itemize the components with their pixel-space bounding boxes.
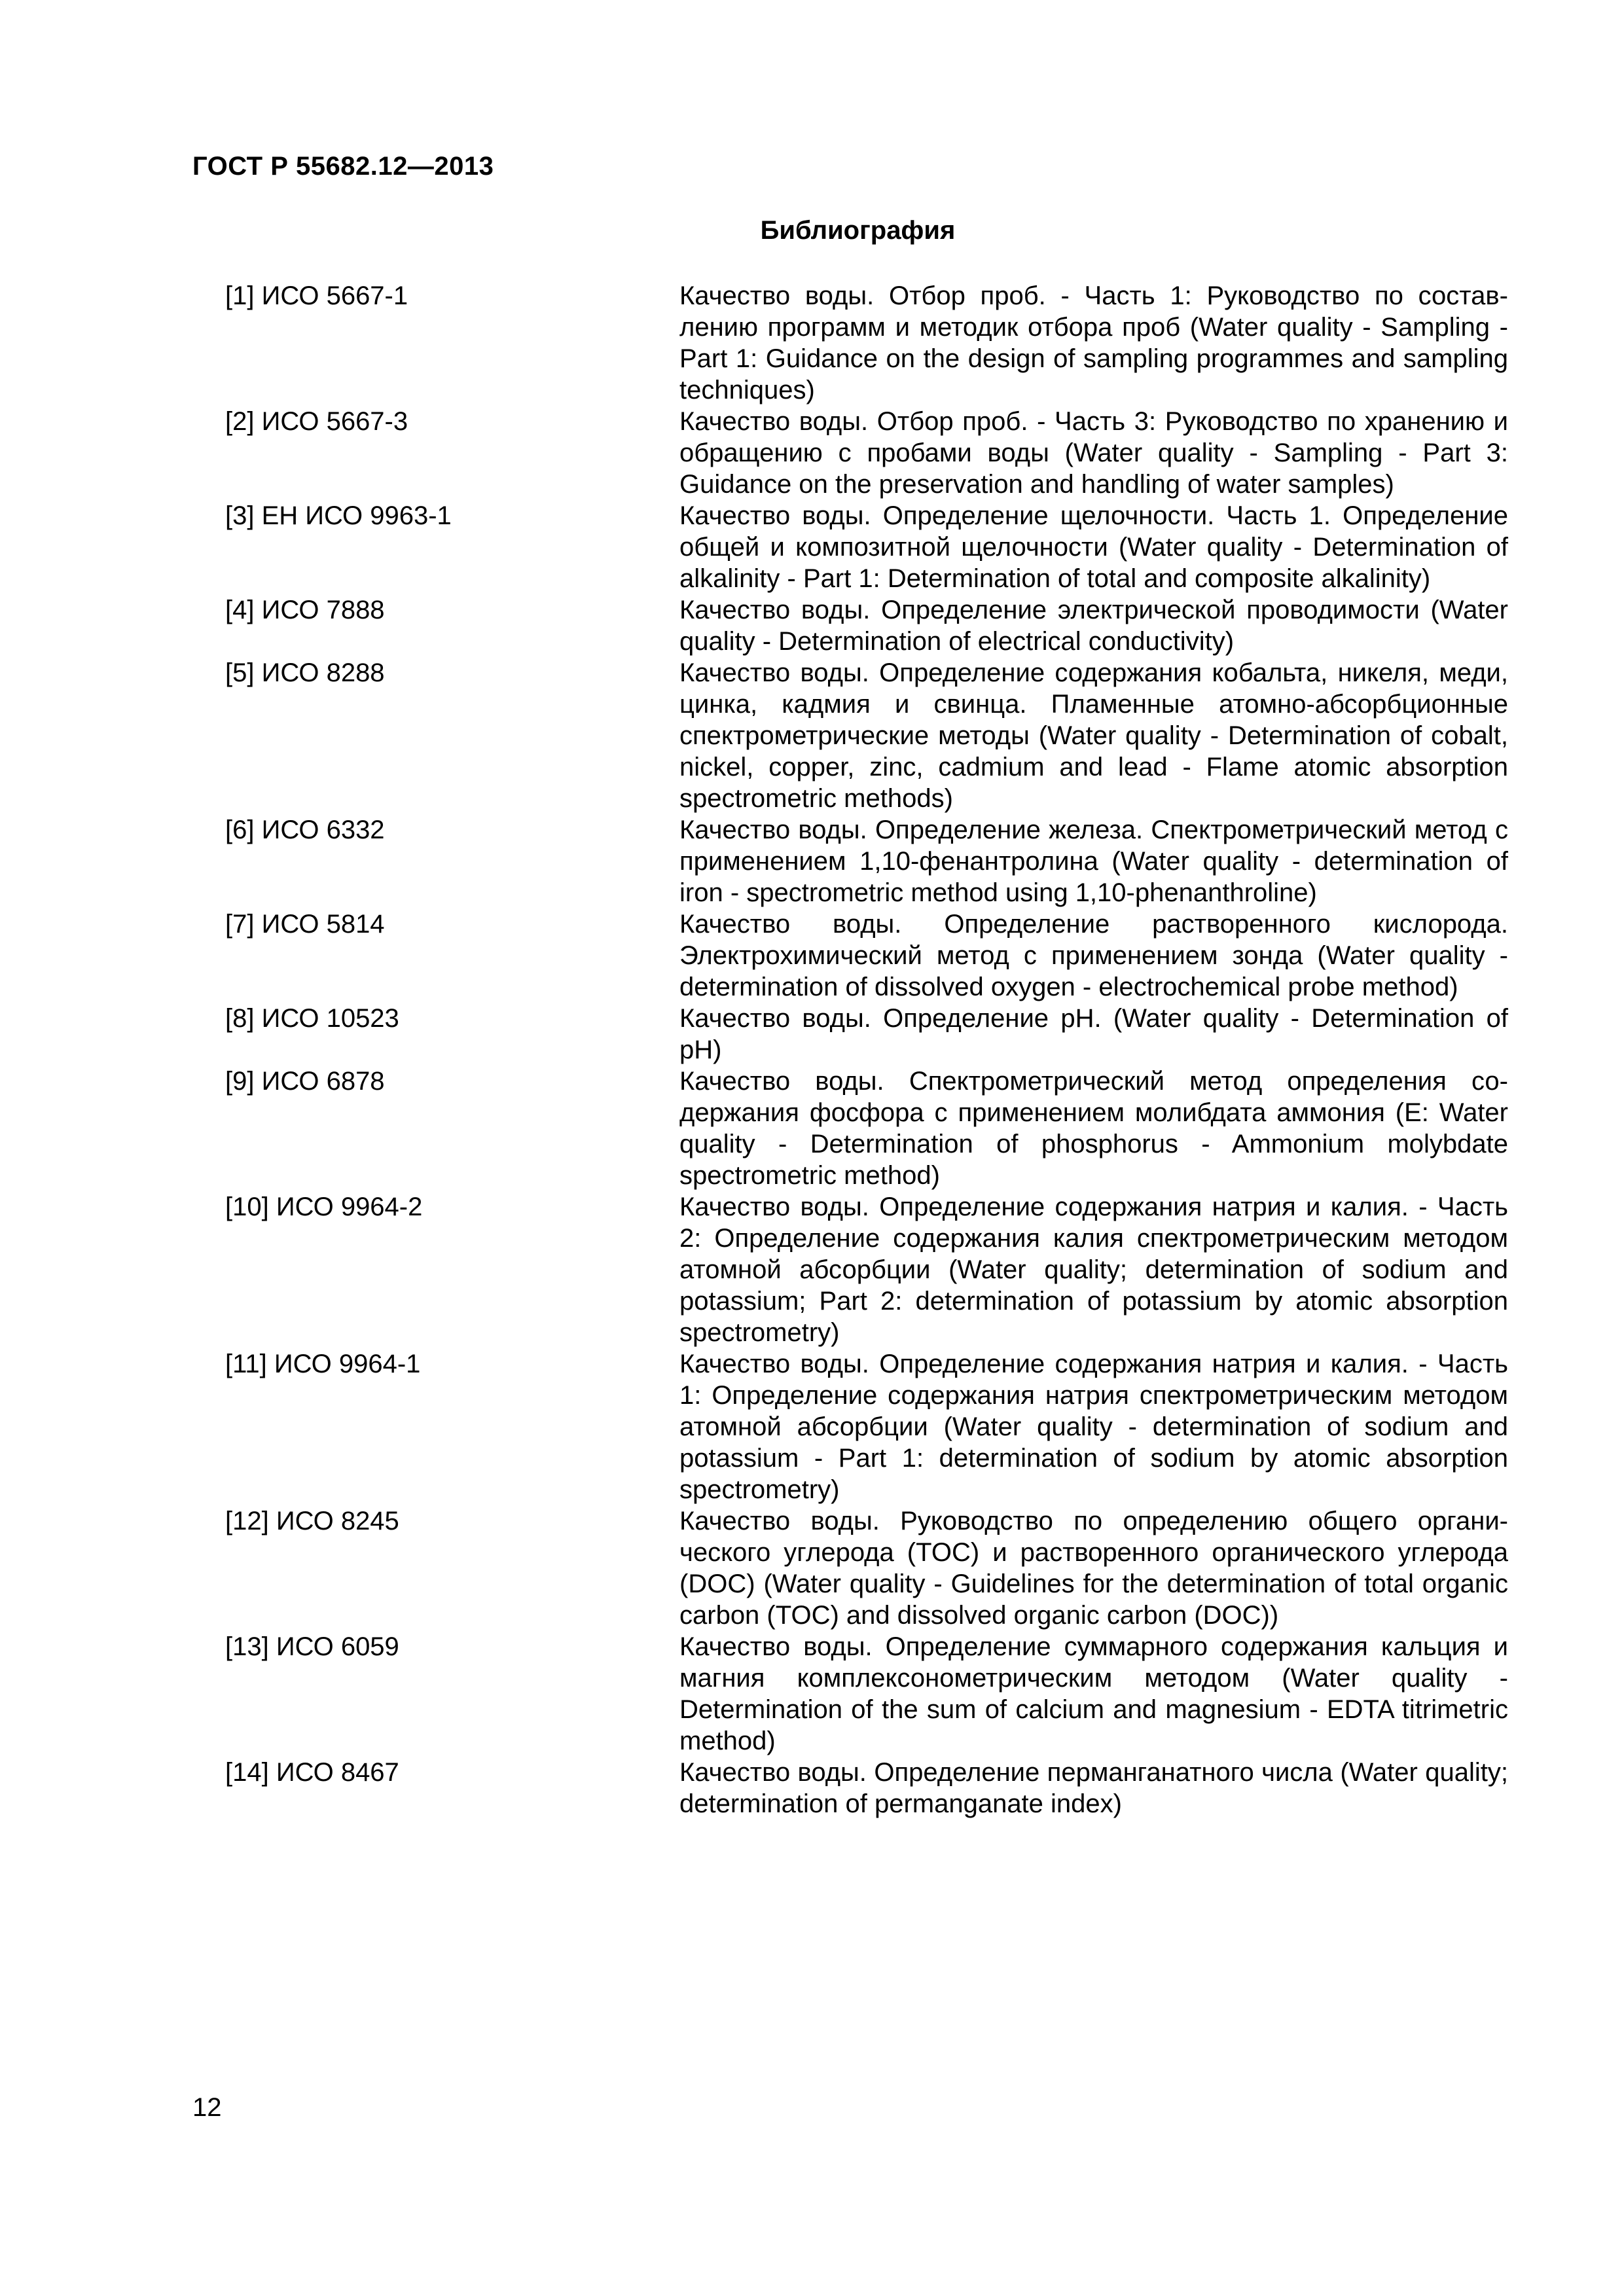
entry-reference: [8] ИСО 10523 (225, 1004, 399, 1033)
bibliography-entry (225, 814, 1508, 908)
bibliography-entry (225, 1348, 1508, 1505)
entry-description: Качество воды. Определение растворенного кислорода. Электрохимический метод с применением зонда (Water quality - determination of dissolved oxygen - electrochemical probe method) (679, 910, 1508, 1001)
bibliography-entry (225, 1757, 1508, 1820)
section-title: Библиография (760, 216, 956, 245)
bibliography-entry (225, 1505, 1508, 1631)
entry-reference: [6] ИСО 6332 (225, 816, 385, 844)
entry-reference: [7] ИСО 5814 (225, 910, 385, 939)
bibliography-entry (225, 594, 1508, 657)
bibliography-entry (225, 1066, 1508, 1191)
bibliography-list (225, 280, 1508, 1820)
entry-description: Качество воды. Определение электрической проводимости (Water quality - Determination of electrical conductivity) (679, 596, 1508, 656)
bibliography-entry (225, 657, 1508, 814)
entry-reference: [9] ИСО 6878 (225, 1067, 385, 1096)
entry-description: Качество воды. Определение щелочности. Часть 1. Определение общей и композитной щелочности (Water quality - Determination of alkalinity - Part 1: Determination of total and composite alkalinity) (679, 501, 1508, 593)
bibliography-entry (225, 406, 1508, 500)
entry-description: Качество воды. Определение суммарного содержания кальция и магния комплексонометрическим методом (Water quality - Determination of the sum of calcium and magnesium - EDTA titrimetric method) (679, 1632, 1508, 1755)
entry-description: Качество воды. Отбор проб. - Часть 1: Руководство по составлению программ и методик отбора проб (Water quality - Sampling - Part 1: Guidance on the design of sampling programmes and sampling techniques) (679, 281, 1508, 404)
entry-description: Качество воды. Спектрометрический метод определения содержания фосфора с применением молибдата аммония (E: Water quality - Determination of phosphorus - Ammonium molybdate spectrometric method) (679, 1067, 1508, 1190)
entry-description: Качество воды. Руководство по определению общего органического углерода (TOC) и растворенного органического углерода (DOC) (Water quality - Guidelines for the determination of total organic carbon (TOC) and dissolved organic carbon (DOC)) (679, 1507, 1508, 1630)
page-number: 12 (192, 2093, 222, 2122)
entry-description: Качество воды. Определение содержания кобальта, никеля, меди, цинка, кадмия и свинца. Пламенные атомно-абсорбционные спектрометрические методы (Water quality - Determination of cobalt, nickel, copper, zinc, cadmium and lead - Flame atomic absorption spectrometric methods) (679, 658, 1508, 813)
bibliography-entry (225, 908, 1508, 1003)
entry-reference: [5] ИСО 8288 (225, 658, 385, 687)
entry-description: Качество воды. Отбор проб. - Часть 3: Руководство по хранению и обращению с пробами воды (Water quality - Sampling - Part 3: Guidance on the preservation and handling of water samples) (679, 407, 1508, 499)
bibliography-entry (225, 1631, 1508, 1757)
bibliography-entry (225, 1191, 1508, 1348)
entry-reference: [10] ИСО 9964-2 (225, 1193, 423, 1221)
entry-description: Качество воды. Определение pH. (Water quality - Determination of pH) (679, 1004, 1508, 1064)
bibliography-entry (225, 280, 1508, 406)
entry-reference: [11] ИСО 9964-1 (225, 1350, 421, 1378)
entry-reference: [1] ИСО 5667-1 (225, 281, 408, 310)
entry-description: Качество воды. Определение железа. Спектрометрический метод с применением 1,10-фенантролина (Water quality - determination of iron - spectrometric method using 1,10-phenanthroline) (679, 816, 1508, 907)
bibliography-entry (225, 500, 1508, 594)
entry-reference: [3] ЕН ИСО 9963-1 (225, 501, 452, 530)
entry-reference: [2] ИСО 5667-3 (225, 407, 408, 436)
entry-description: Качество воды. Определение содержания натрия и калия. - Часть 1: Определение содержания натрия спектрометрическим методом атомной абсорбции (Water quality - determination of sodium and potassium - Part 1: determination of sodium by atomic absorption spectrometry) (679, 1350, 1508, 1504)
bibliography-entry (225, 1003, 1508, 1066)
document-header: ГОСТ Р 55682.12—2013 (192, 152, 494, 181)
entry-reference: [12] ИСО 8245 (225, 1507, 399, 1535)
entry-description: Качество воды. Определение содержания натрия и калия. - Часть 2: Определение содержания калия спектрометрическим методом атомной абсорбции (Water quality; determination of sodium and potassium; Part 2: determination of potassium by atomic absorption spectrometry) (679, 1193, 1508, 1347)
entry-description: Качество воды. Определение перманганатного числа (Water quality; determination of permanganate index) (679, 1758, 1508, 1818)
entry-reference: [14] ИСО 8467 (225, 1758, 399, 1787)
entry-reference: [4] ИСО 7888 (225, 596, 385, 624)
entry-reference: [13] ИСО 6059 (225, 1632, 399, 1661)
